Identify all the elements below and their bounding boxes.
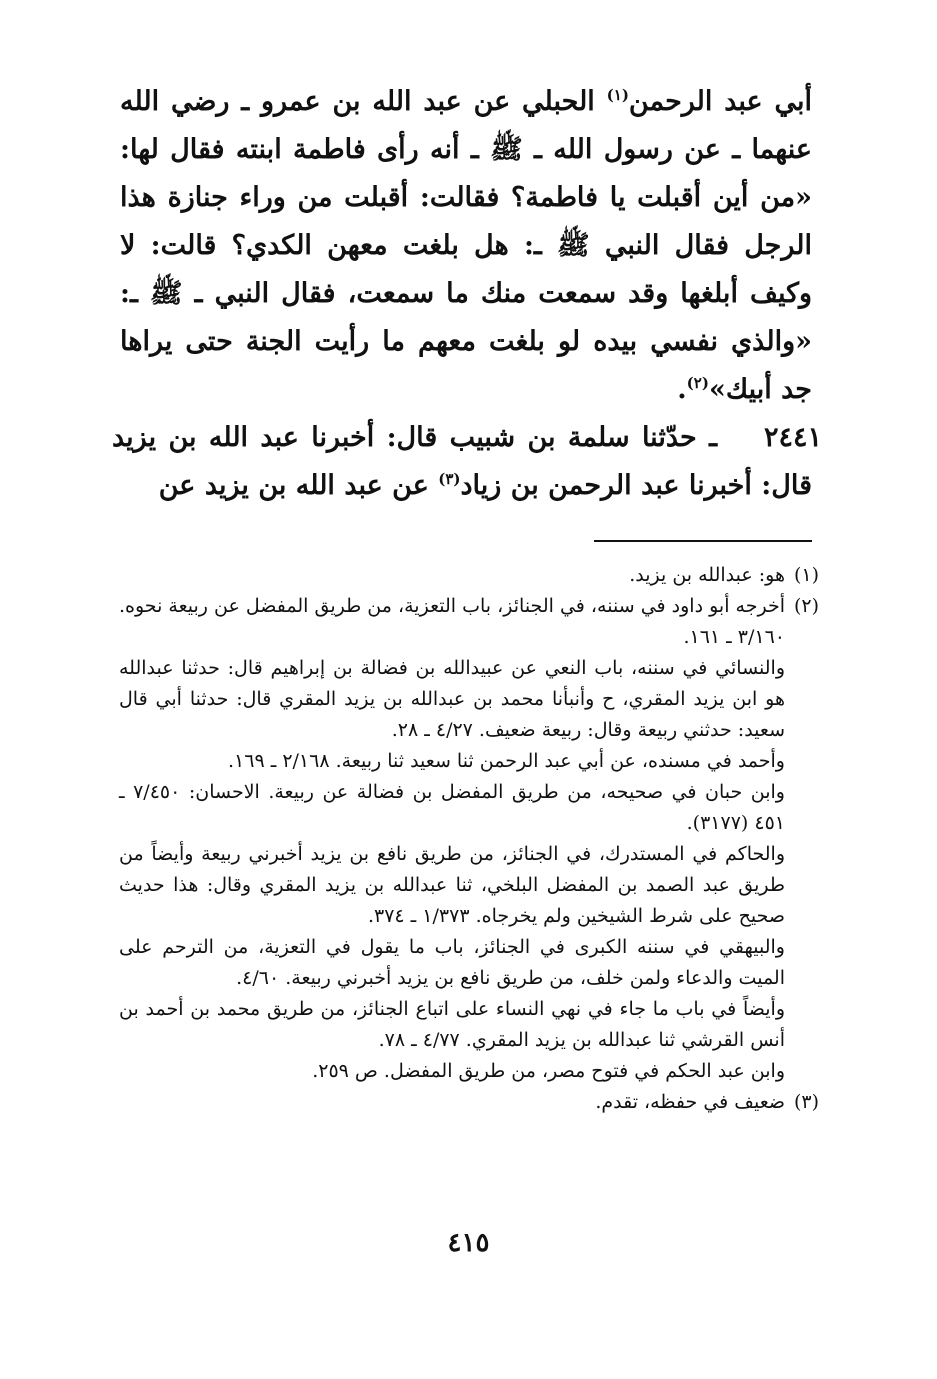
footnote-3-text: ضعيف في حفظه، تقدم. bbox=[595, 1091, 785, 1113]
hadith-number: ٢٤٤١ bbox=[763, 422, 822, 453]
main-text-end: . bbox=[677, 374, 687, 405]
footnote-2-line: وابن حبان في صحيحه، من طريق المفضل بن فضالة عن ربيعة. الاحسان: ٧/٤٥٠ ـ ٤٥١ (٣١٧٧). bbox=[119, 781, 785, 834]
hadith-text-b: عن عبد الله بن يزيد عن bbox=[158, 470, 429, 501]
footnote-3-marker: (٣) bbox=[793, 1091, 819, 1113]
note-ref-3: (٣) bbox=[438, 470, 461, 488]
footnote-2-line: والنسائي في سننه، باب النعي عن عبيدالله بن فضالة بن إبراهيم قال: حدثنا عبدالله هو ابن يزيد المقري، ح وأنبأنا محمد بن عبدالله بن يزيد المقري قال: حدثنا أبي قال سعيد: حدثني ربيعة وقال: ربيعة ضعيف. ٤/٢٧ ـ ٢٨. bbox=[119, 657, 785, 741]
note-ref-2: (٢) bbox=[686, 374, 709, 392]
footnote-2 bbox=[119, 591, 819, 653]
footnote-2-line: وأحمد في مسنده، عن أبي عبد الرحمن ثنا سعيد ثنا ربيعة. ٢/١٦٨ ـ ١٦٩. bbox=[228, 750, 785, 772]
hadith-text bbox=[112, 414, 812, 510]
page-number: ٤١٥ bbox=[447, 1228, 490, 1258]
footnote-divider bbox=[594, 540, 812, 542]
footnote-2-line: أخرجه أبو داود في سننه، في الجنائز، باب التعزية، من طريق المفضل عن ربيعة نحوه. ٣/١٦٠ ـ ١٦١. bbox=[119, 595, 785, 648]
footnote-3 bbox=[119, 1087, 819, 1118]
footnote-2-line: وابن عبد الحكم في فتوح مصر، من طريق المفضل. ص ٢٥٩. bbox=[312, 1060, 785, 1082]
main-paragraph bbox=[120, 78, 812, 414]
footnotes bbox=[119, 560, 819, 1118]
main-text-body: الحبلي عن عبد الله بن عمرو ـ رضي الله عنهما ـ عن رسول الله ـ ﷺ ـ أنه رأى فاطمة ابنته فقال لها: «من أين أقبلت يا فاطمة؟ فقالت: أقبلت من وراء جنازة هذا الرجل فقال النبي ﷺ ـ: هل بلغت معهن الكدي؟ قالت: لا وكيف أبلغها وقد سمعت منك ما سمعت، فقال النبي ـ ﷺ ـ: «والذي نفسي بيده لو بلغت معهم ما رأيت الجنة حتى يراها جد أبيك» bbox=[120, 86, 812, 405]
footnote-1-text: هو: عبدالله بن يزيد. bbox=[629, 564, 785, 586]
footnote-2-line: وأيضاً في باب ما جاء في نهي النساء على اتباع الجنائز، من طريق محمد بن أحمد بن أنس القرشي ثنا عبدالله بن يزيد المقري. ٤/٧٧ ـ ٧٨. bbox=[119, 998, 785, 1051]
footnote-1 bbox=[119, 560, 819, 591]
hadith-text-a: ـ حدّثنا سلمة بن شبيب قال: أخبرنا عبد الله بن يزيد قال: أخبرنا عبد الرحمن بن زياد bbox=[112, 422, 812, 501]
hadith-2441 bbox=[112, 414, 822, 510]
footnote-2-line: والحاكم في المستدرك، في الجنائز، من طريق نافع بن يزيد أخبرني ربيعة وأيضاً من طريق عبد الصمد بن المفضل البلخي، ثنا عبدالله بن يزيد المقري وقال: هذا حديث صحيح على شرط الشيخين ولم يخرجاه. ١/٣٧٣ ـ ٣٧٤. bbox=[119, 843, 785, 927]
main-text bbox=[120, 78, 812, 414]
footnote-2-marker: (٢) bbox=[793, 595, 819, 617]
note-ref-1: (١) bbox=[606, 86, 629, 104]
main-text-start: أبي عبد الرحمن bbox=[628, 86, 812, 117]
footnote-2-line: والبيهقي في سننه الكبرى في الجنائز، باب ما يقول في التعزية، من الترحم على الميت والدعاء ولمن خلف، من طريق نافع بن يزيد أخبرني ربيعة. ٤/٦٠. bbox=[119, 936, 785, 989]
footnote-1-marker: (١) bbox=[793, 564, 819, 586]
